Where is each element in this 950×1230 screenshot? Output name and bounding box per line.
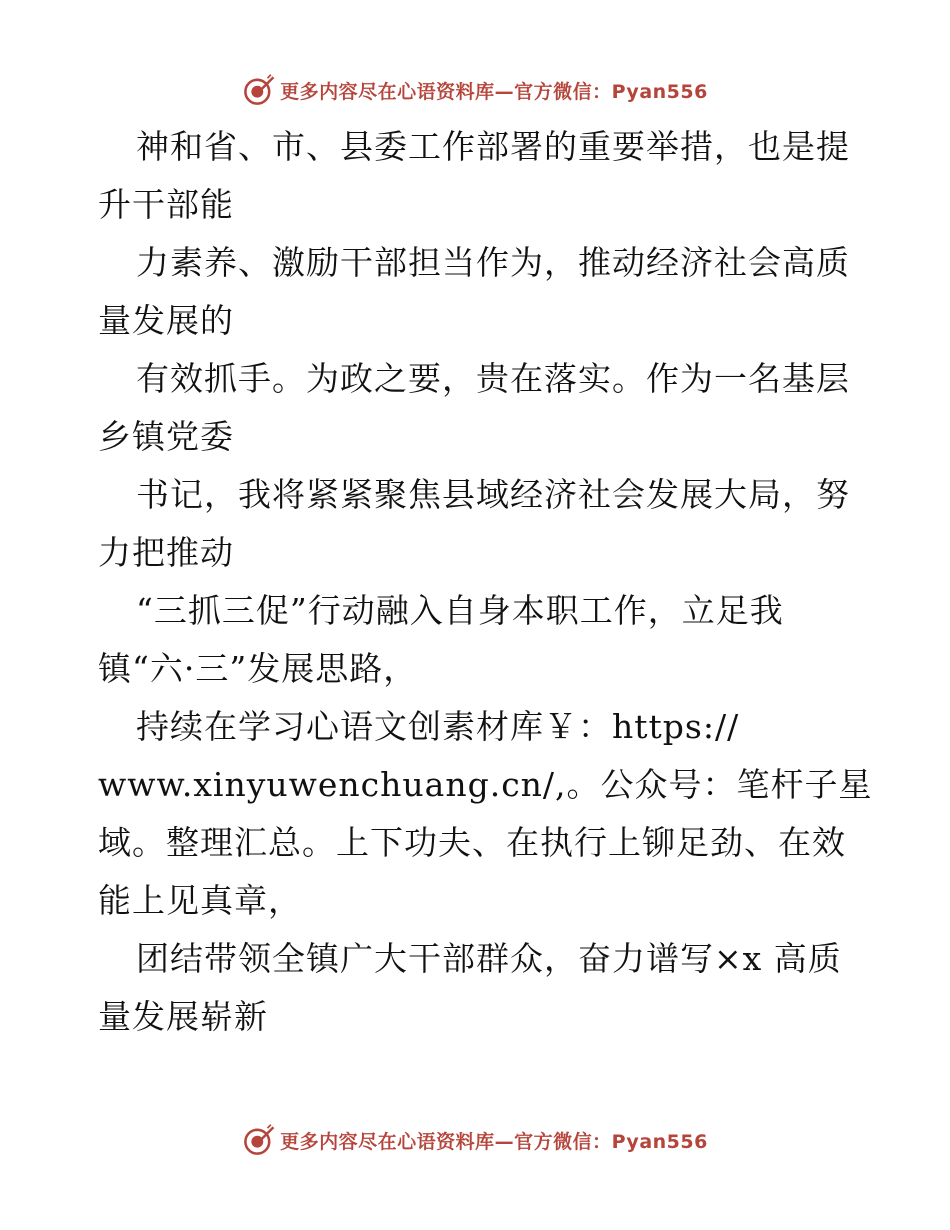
pen-logo-icon	[242, 1123, 276, 1157]
pen-logo-icon	[242, 73, 276, 107]
body-line: 力素养、激励干部担当作为，推动经济社会高质	[136, 243, 850, 282]
document-body	[98, 118, 873, 1046]
footer-watermark	[0, 1120, 950, 1160]
body-line: “三抓三促”行动融入自身本职工作，立足我	[136, 591, 784, 630]
body-line: 域。整理汇总。上下功夫、在执行上铆足劲、在效	[98, 823, 846, 862]
body-line: 力把推动	[98, 533, 234, 572]
body-line: www.xinyuwenchuang.cn/,。公众号：笔杆子星	[98, 765, 873, 804]
body-line: 神和省、市、县委工作部署的重要举措，也是提	[136, 127, 850, 166]
body-line: 团结带领全镇广大干部群众，奋力谱写×x 高质	[136, 939, 842, 978]
header-watermark	[0, 70, 950, 110]
body-line: 书记，我将紧紧聚焦县域经济社会发展大局，努	[136, 475, 850, 514]
body-line: 量发展的	[98, 301, 234, 340]
body-line: 持续在学习心语文创素材库￥：https://	[136, 707, 740, 746]
header-watermark-text: 更多内容尽在心语资料库—官方微信：Pyan556	[280, 80, 708, 103]
body-line: 有效抓手。为政之要，贵在落实。作为一名基层	[136, 359, 850, 398]
body-line: 镇“六·三”发展思路，	[98, 649, 418, 688]
body-line: 乡镇党委	[98, 417, 234, 456]
body-line: 能上见真章，	[98, 881, 302, 920]
body-line: 升干部能	[98, 185, 234, 224]
body-line: 量发展崭新	[98, 997, 268, 1036]
footer-watermark-text: 更多内容尽在心语资料库—官方微信：Pyan556	[280, 1130, 708, 1153]
